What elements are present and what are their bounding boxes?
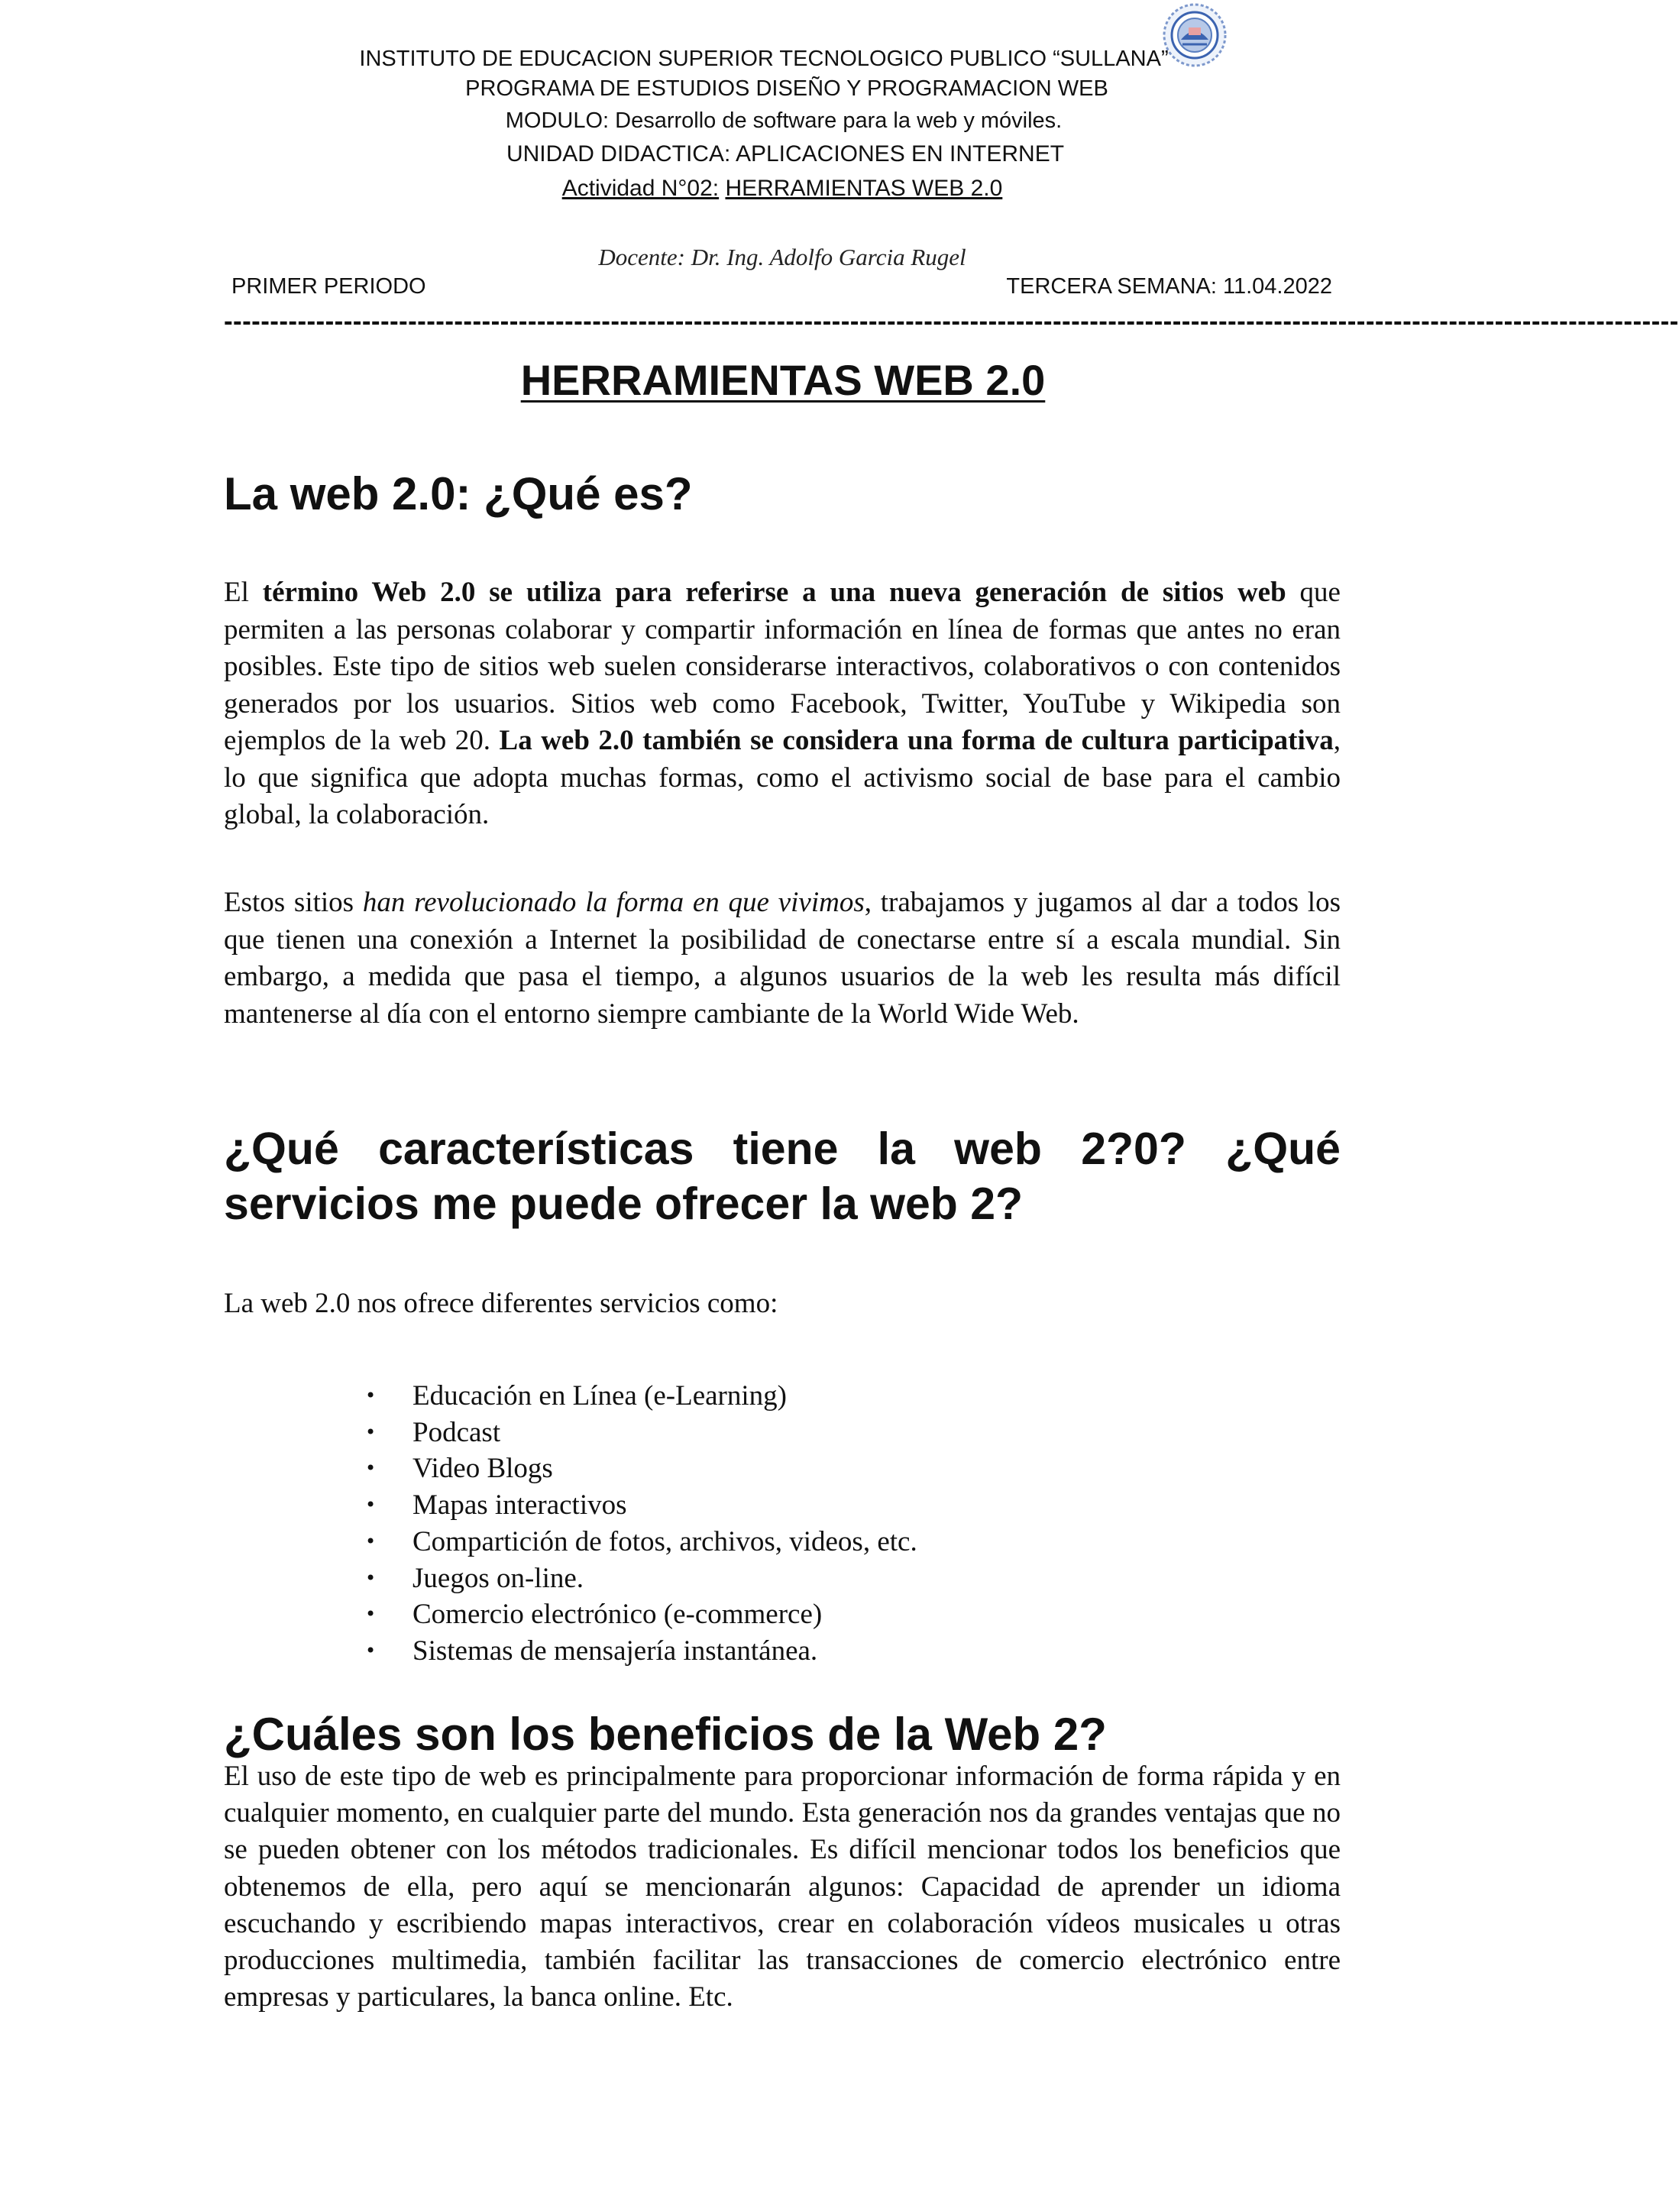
activity-title: HERRAMIENTAS WEB 2.0 [725, 176, 1003, 201]
bullet-icon: • [365, 1639, 377, 1661]
list-item: • Podcast [362, 1415, 917, 1451]
bullet-icon: • [365, 1494, 377, 1516]
paragraph-benefits: El uso de este tipo de web es principalmente para proporcionar información de forma rápida y en cualquier momento, en cualquier parte del mundo. Esta generación nos da grandes ventajas que no se pueden obtener con los métodos tradicionales. Es difícil mencionar todos los beneficios que obtenemos de ella, pero aquí se mencionarán algunos: Capacidad de aprender un idioma escuchando y escribiendo mapas interactivos, crear en colaboración vídeos musicales u otras producciones multimedia, también facilitar las transacciones de comercio electrónico entre empresas y particulares, la banca online. Etc. [224, 1761, 1341, 2013]
list-item: • Compartición de fotos, archivos, videos, etc. [362, 1524, 917, 1560]
bold-text: La web 2.0 también se considera una forma de cultura participativa [499, 725, 1334, 756]
header-program: PROGRAMA DE ESTUDIOS DISEÑO Y PROGRAMACION WEB [465, 76, 1108, 101]
header-activity [0, 174, 1564, 203]
header-unit: UNIDAD DIDACTICA: APLICACIONES EN INTERNET [506, 141, 1065, 167]
section-heading-benefits: ¿Cuáles son los beneficios de la Web 2? [224, 1709, 1107, 1760]
paragraph-definition: El término Web 2.0 se utiliza para referirse a una nueva generación de sitios web que permiten a las personas colaborar y compartir información en línea de formas que antes no eran posibles. Este tipo de sitios web suelen considerarse interactivos, colaborativos o con contenidos generados por los usuarios. Sitios web como Facebook, Twitter, YouTube y Wikipedia son ejemplos de la web 20. La web 2.0 también se considera una forma de cultura participativa, lo que significa que adopta muchas formas, como el activismo social de base para el cambio global, la colaboración. [224, 577, 1341, 830]
bold-text: término Web 2.0 se utiliza para referirse a una nueva generación de sitios web [262, 577, 1286, 608]
header-institution: INSTITUTO DE EDUCACION SUPERIOR TECNOLOGICO PUBLICO “SULLANA” [359, 47, 1169, 71]
services-list [362, 1378, 917, 1670]
list-item: • Mapas interactivos [362, 1487, 917, 1524]
week-date-label: TERCERA SEMANA: 11.04.2022 [1006, 274, 1332, 299]
header-module: MODULO: Desarrollo de software para la web y móviles. [505, 108, 1063, 133]
bullet-icon: • [365, 1530, 377, 1552]
bullet-icon: • [365, 1567, 377, 1589]
list-item: • Video Blogs [362, 1450, 917, 1487]
document-title: HERRAMIENTAS WEB 2.0 [520, 356, 1046, 404]
list-item: • Sistemas de mensajería instantánea. [362, 1633, 917, 1670]
list-item: • Juegos on-line. [362, 1560, 917, 1597]
list-item: • Educación en Línea (e-Learning) [362, 1378, 917, 1415]
activity-label: Actividad N°02: [561, 176, 720, 201]
list-item: • Comercio electrónico (e-commerce) [362, 1596, 917, 1633]
bullet-icon: • [365, 1421, 377, 1443]
header-separator: -------------------------------------------------------------------------------------------------------------------------------------------------------------- [224, 306, 1679, 336]
italic-text: han revolucionado la forma en que vivimos [362, 887, 865, 918]
bullet-icon: • [365, 1385, 377, 1406]
services-intro: La web 2.0 nos ofrece diferentes servicios como: [224, 1288, 778, 1319]
paragraph-impact: Estos sitios han revolucionado la forma en que vivimos, trabajamos y jugamos al dar a todos los que tienen una conexión a Internet la posibilidad de conectarse entre sí a escala mundial. Sin embargo, a medida que pasa el tiempo, a algunos usuarios de la web les resulta más difícil mantenerse al día con el entorno siempre cambiante de la World Wide Web. [224, 887, 1341, 1030]
section-heading-what-is: La web 2.0: ¿Qué es? [224, 468, 693, 519]
period-label: PRIMER PERIODO [231, 274, 426, 299]
teacher-name: Docente: Dr. Ing. Adolfo Garcia Rugel [598, 244, 966, 270]
section-heading-features: ¿Qué características tiene la web 2?0? ¿Qué servicios me puede ofrecer la web 2? [224, 1124, 1341, 1229]
bullet-icon: • [365, 1457, 377, 1480]
bullet-icon: • [365, 1603, 377, 1625]
